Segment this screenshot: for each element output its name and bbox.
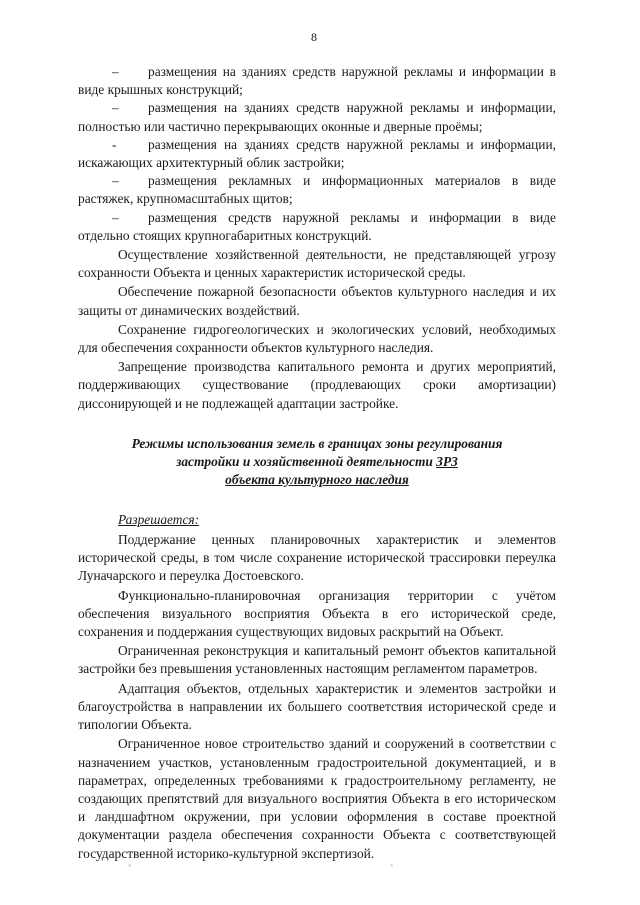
- subheading-allowed: Разрешается:: [118, 511, 200, 527]
- paragraph: Ограниченное новое строительство зданий и сооружений в соответствии с назначением участков, установленным градостроительной документацией, и в параметрах, определенных требованиями к градостроительному регламенту, не создающих препятствий для визуального восприятия Объекта в его историческом и ландшафтном окружении, при условии оформления в составе проектной документации раздела обеспечения сохранности Объекта с соответствующей государственной историко-культурной экспертизой.: [78, 736, 556, 861]
- bullet-text: размещения средств наружной рекламы и информации в виде отдельно стоящих крупногабаритных конструкций.: [78, 209, 556, 243]
- bullet-dash: –: [112, 64, 119, 79]
- bullet-item: [78, 63, 556, 99]
- document-body: [78, 63, 556, 863]
- paragraph: Сохранение гидрогеологических и экологических условий, необходимых для обеспечения сохранности объектов культурного наследия.: [78, 321, 556, 356]
- scan-mark-right: ˚: [390, 864, 394, 875]
- zone-code: ЗР3: [436, 453, 458, 469]
- bullet-dash: –: [112, 100, 119, 116]
- paragraph: Поддержание ценных планировочных характеристик и элементов исторической среды, в том числе сохранение исторической трассировки переулка Луначарского и переулка Достоевского.: [78, 532, 556, 584]
- bullet-text: размещения рекламных и информационных материалов в виде растяжек, крупномасштабных щитов;: [78, 173, 556, 207]
- bullet-item: [78, 136, 556, 172]
- bullet-dash: –: [112, 209, 119, 225]
- paragraph: Осуществление хозяйственной деятельности, не представляющей угрозу сохранности Объекта и ценных характеристик исторической среды.: [78, 247, 556, 281]
- heading-line-2-text: застройки и хозяйственной деятельности: [176, 453, 437, 469]
- heading-line-1: Режимы использования земель в границах зоны регулирования: [131, 435, 503, 451]
- bullet-dash: –: [112, 173, 119, 189]
- bullet-item: [78, 209, 556, 245]
- bullet-item: [78, 99, 556, 135]
- bullet-text: размещения на зданиях средств наружной рекламы и информации, искажающих архитектурный облик застройки;: [78, 136, 556, 171]
- paragraph: Ограниченная реконструкция и капитальный ремонт объектов капитальной застройки без превышения установленных настоящим регламентом параметров.: [78, 643, 556, 677]
- bullet-dash: -: [112, 136, 117, 152]
- scan-mark-left: ˚: [128, 864, 132, 875]
- paragraph: Обеспечение пожарной безопасности объектов культурного наследия и их защиты от динамических воздействий.: [78, 284, 556, 318]
- page-number: 8: [311, 30, 317, 44]
- bullet-item: [78, 172, 556, 208]
- paragraph: Адаптация объектов, отдельных характеристик и элементов застройки и благоустройства в направлении их большего соответствия исторической среде и типологии Объекта.: [78, 680, 556, 733]
- paragraph: Функционально-планировочная организация территории с учётом обеспечения визуального восприятия Объекта в его исторической среде, сохранения и поддержания существующих видовых раскрытий на Объект.: [78, 587, 556, 640]
- heading-line-3: объекта культурного наследия: [225, 471, 409, 487]
- bullet-text: размещения на зданиях средств наружной рекламы и информации в виде крышных конструкций;: [78, 64, 556, 98]
- bullet-text: размещения на зданиях средств наружной рекламы и информации, полностью или частично перекрывающих оконные и дверные проёмы;: [78, 100, 556, 134]
- heading-line-2: [78, 453, 556, 471]
- section-heading: [78, 435, 556, 489]
- paragraph: Запрещение производства капитального ремонта и других мероприятий, поддерживающих существование (продлевающих сроки амортизации) диссонирующей и не подлежащей адаптации застройке.: [78, 359, 556, 411]
